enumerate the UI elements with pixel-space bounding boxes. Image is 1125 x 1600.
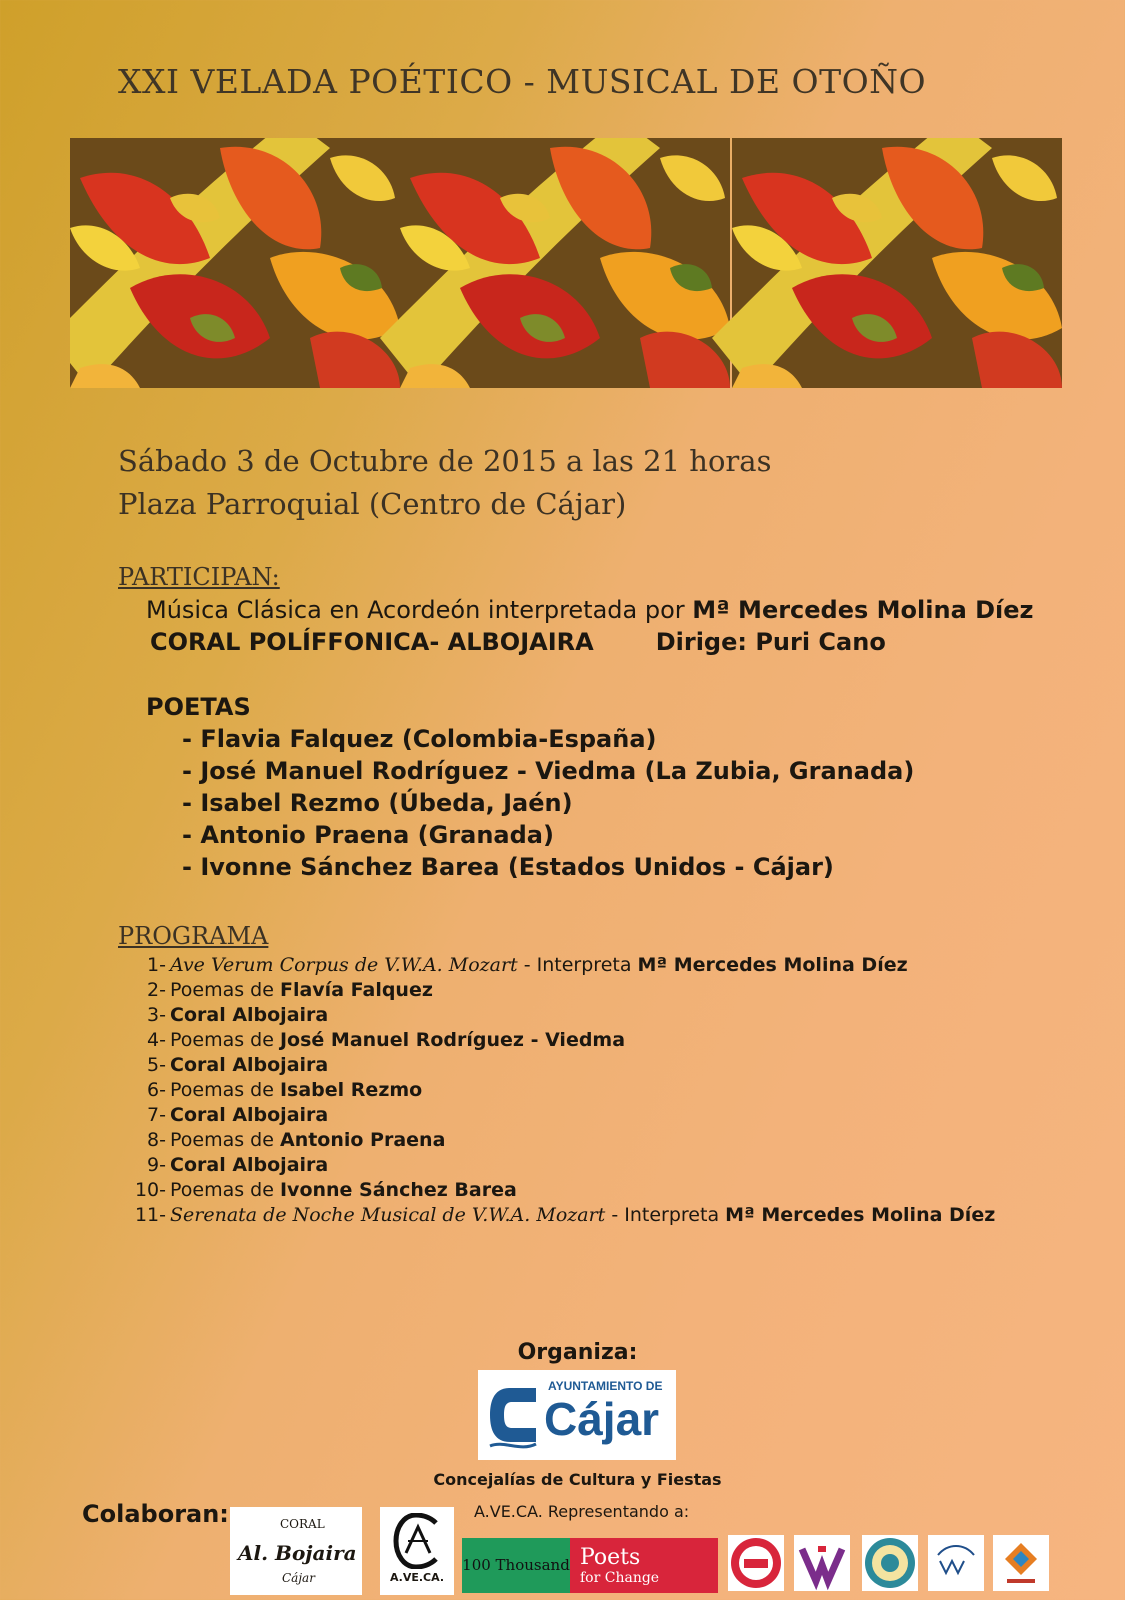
poets-logo-right xyxy=(570,1538,718,1593)
program-item xyxy=(134,979,433,1001)
cajar-c-icon xyxy=(486,1380,540,1450)
participant-choir-director: Dirige: Puri Cano xyxy=(655,628,886,656)
coral-albojaira-logo xyxy=(230,1507,362,1595)
program-item xyxy=(134,1104,328,1126)
poet-item: - José Manuel Rodríguez - Viedma (La Zubia, Granada) xyxy=(182,757,915,785)
participant-accordion-name: Mª Mercedes Molina Díez xyxy=(692,596,1034,624)
aveca-representing-heading: A.VE.CA. Representando a: xyxy=(474,1502,690,1521)
aveca-logo-text: A.VE.CA. xyxy=(389,1571,445,1584)
organizer-departments: Concejalías de Cultura y Fiestas xyxy=(433,1470,722,1489)
program-item xyxy=(134,1204,995,1226)
granada-logo xyxy=(794,1535,850,1591)
program-heading: PROGRAMA xyxy=(118,922,269,950)
program-item-number: 4- xyxy=(147,1029,166,1051)
coral-logo-line1: CORAL xyxy=(280,1517,325,1531)
program-item-work: Ave Verum Corpus de V.W.A. Mozart xyxy=(170,954,518,976)
program-item-performer: Coral Albojaira xyxy=(170,1154,329,1176)
poet-item: - Ivonne Sánchez Barea (Estados Unidos - Cájar) xyxy=(182,853,834,881)
participant-choir-name: CORAL POLÍFFONICA- ALBOJAIRA xyxy=(150,628,594,656)
participants-heading: PARTICIPAN: xyxy=(118,563,280,591)
program-item-number: 3- xyxy=(147,1004,166,1026)
program-item-text: - Interpreta xyxy=(605,1204,726,1226)
program-item-number: 2- xyxy=(147,979,166,1001)
program-item-performer: Coral Albojaira xyxy=(170,1104,329,1126)
program-item-number: 5- xyxy=(147,1054,166,1076)
poet-item: - Isabel Rezmo (Úbeda, Jaén) xyxy=(182,789,573,817)
organizer-heading: Organiza: xyxy=(517,1340,638,1365)
program-item-work: Serenata de Noche Musical de V.W.A. Mozart xyxy=(170,1204,606,1226)
coral-logo-line3: Cájar xyxy=(282,1571,315,1585)
program-item-performer: Flavía Falquez xyxy=(279,979,433,1001)
poet-item: - Flavia Falquez (Colombia-España) xyxy=(182,725,657,753)
aec-logo xyxy=(862,1535,918,1591)
poets-logo-left: 100 Thousand xyxy=(462,1538,570,1593)
program-item-performer: Mª Mercedes Molina Díez xyxy=(725,1204,996,1226)
program-item-text: Poemas de xyxy=(170,1129,280,1151)
program-item-performer: José Manuel Rodríguez - Viedma xyxy=(279,1029,626,1051)
program-item-performer: Antonio Praena xyxy=(279,1129,446,1151)
autumn-leaves-banner xyxy=(70,138,1062,388)
cajar-logo-main-text: Cájar xyxy=(544,1393,660,1445)
poets-for-change-logo xyxy=(462,1538,718,1593)
poster-title: XXI VELADA POÉTICO - MUSICAL DE OTOÑO xyxy=(118,62,927,101)
program-item-number: 11- xyxy=(134,1204,166,1226)
program-item-number: 1- xyxy=(147,954,166,976)
program-item xyxy=(134,1079,422,1101)
program-item xyxy=(134,1054,328,1076)
poets-logo-subtitle: for Change xyxy=(580,1570,660,1586)
program-item-text: - Interpreta xyxy=(517,954,638,976)
program-item-number: 6- xyxy=(147,1079,166,1101)
event-date: Sábado 3 de Octubre de 2015 a las 21 horas xyxy=(118,444,772,478)
poets-heading: POETAS xyxy=(146,693,251,721)
program-item-performer: Mª Mercedes Molina Díez xyxy=(637,954,908,976)
program-item-text: Poemas de xyxy=(170,1029,280,1051)
aveca-logo xyxy=(380,1507,454,1595)
cajar-council-logo xyxy=(478,1370,676,1460)
program-item xyxy=(134,1029,625,1051)
program-item xyxy=(134,1129,445,1151)
coral-logo-line2: Al. Bojaira xyxy=(238,1541,357,1565)
program-item-performer: Coral Albojaira xyxy=(170,1004,329,1026)
aveca-emblem-icon xyxy=(392,1513,442,1569)
program-item xyxy=(134,1154,328,1176)
cajar-logo-top-text: AYUNTAMIENTO DE xyxy=(548,1379,663,1393)
program-item-number: 7- xyxy=(147,1104,166,1126)
program-item-text: Poemas de xyxy=(170,1179,280,1201)
program-item-performer: Coral Albojaira xyxy=(170,1054,329,1076)
participant-accordion xyxy=(146,596,1034,624)
event-place: Plaza Parroquial (Centro de Cájar) xyxy=(118,487,627,521)
poet-item: - Antonio Praena (Granada) xyxy=(182,821,554,849)
participant-accordion-text: Música Clásica en Acordeón interpretada por xyxy=(146,596,693,624)
program-item xyxy=(134,954,908,976)
program-item-performer: Isabel Rezmo xyxy=(279,1079,423,1101)
libro-logo xyxy=(728,1535,784,1591)
program-item xyxy=(134,1179,517,1201)
program-item-number: 9- xyxy=(147,1154,166,1176)
aipeh-logo xyxy=(993,1535,1049,1591)
program-item-number: 10- xyxy=(134,1179,166,1201)
program-item xyxy=(134,1004,328,1026)
program-item-performer: Ivonne Sánchez Barea xyxy=(279,1179,517,1201)
program-item-number: 8- xyxy=(147,1129,166,1151)
program-item-text: Poemas de xyxy=(170,1079,280,1101)
program-item-text: Poemas de xyxy=(170,979,280,1001)
collaborators-heading: Colaboran: xyxy=(82,1500,229,1528)
participant-choir xyxy=(150,628,886,656)
poets-logo-title: Poets xyxy=(580,1545,641,1570)
wpm-logo xyxy=(928,1535,984,1591)
